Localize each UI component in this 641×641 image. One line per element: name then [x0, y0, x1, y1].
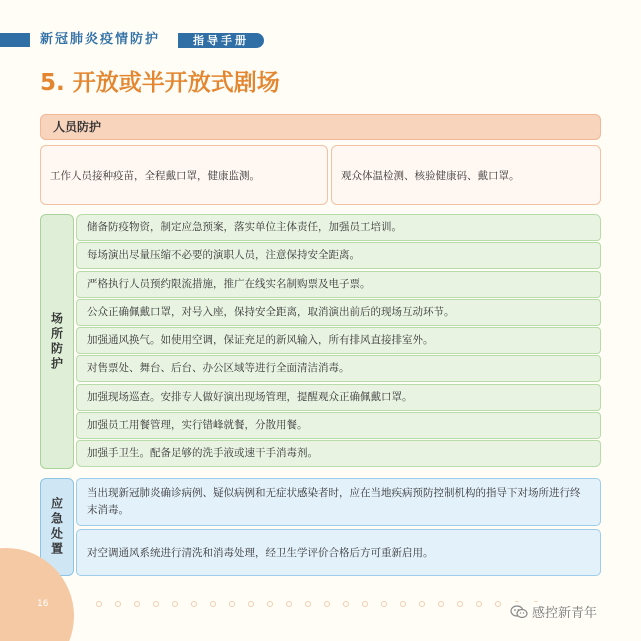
watermark-text: 感控新青年	[532, 606, 598, 621]
venue-protection-list	[76, 214, 601, 469]
personnel-protection-heading: 人员防护	[40, 114, 601, 140]
header-tag: 指导手册	[178, 33, 264, 48]
list-item: 公众正确佩戴口罩，对号入座，保持安全距离，取消演出前后的现场互动环节。	[76, 299, 601, 326]
personnel-card-audience: 观众体温检测、核验健康码、戴口罩。	[331, 145, 601, 205]
emergency-item-disinfection	[76, 478, 601, 526]
emergency-item-text: 当出现新冠肺炎确诊病例、疑似病例和无症状感染者时，应在当地疾病预防控制机构的指导下对场所进行终末消毒。	[87, 487, 581, 516]
watermark	[508, 602, 599, 621]
emergency-item-text: 对空调通风系统进行清洗和消毒处理，经卫生学评价合格后方可重新启用。	[87, 547, 434, 559]
venue-protection-label-text: 场所防护	[49, 311, 64, 372]
emergency-item-ventilation	[76, 529, 601, 576]
list-item: 加强通风换气。如使用空调，保证充足的新风输入，所有排风直接排室外。	[76, 327, 601, 354]
list-item: 加强员工用餐管理，实行错峰就餐，分散用餐。	[76, 412, 601, 439]
header-accent-bar	[0, 33, 30, 47]
venue-protection-label	[40, 214, 74, 469]
list-item: 加强现场巡查。安排专人做好演出现场管理，提醒观众正确佩戴口罩。	[76, 384, 601, 411]
header-title: 新冠肺炎疫情防护	[40, 32, 161, 47]
page-title: 5. 开放或半开放式剧场	[40, 70, 280, 96]
list-item: 储备防疫物资，制定应急预案，落实单位主体责任，加强员工培训。	[76, 214, 601, 241]
emergency-handling-label-text: 应急处置	[49, 497, 64, 557]
list-item: 严格执行人员预约限流措施，推广在线实名制购票及电子票。	[76, 271, 601, 298]
list-item: 每场演出尽量压缩不必要的演职人员，注意保持安全距离。	[76, 242, 601, 269]
personnel-card-staff: 工作人员接种疫苗，全程戴口罩，健康监测。	[40, 145, 328, 205]
page-number: 16	[37, 599, 49, 609]
wechat-icon	[510, 605, 528, 619]
list-item: 加强手卫生。配备足够的洗手液或速干手消毒剂。	[76, 440, 601, 467]
list-item: 对售票处、舞台、后台、办公区域等进行全面清洁消毒。	[76, 355, 601, 382]
